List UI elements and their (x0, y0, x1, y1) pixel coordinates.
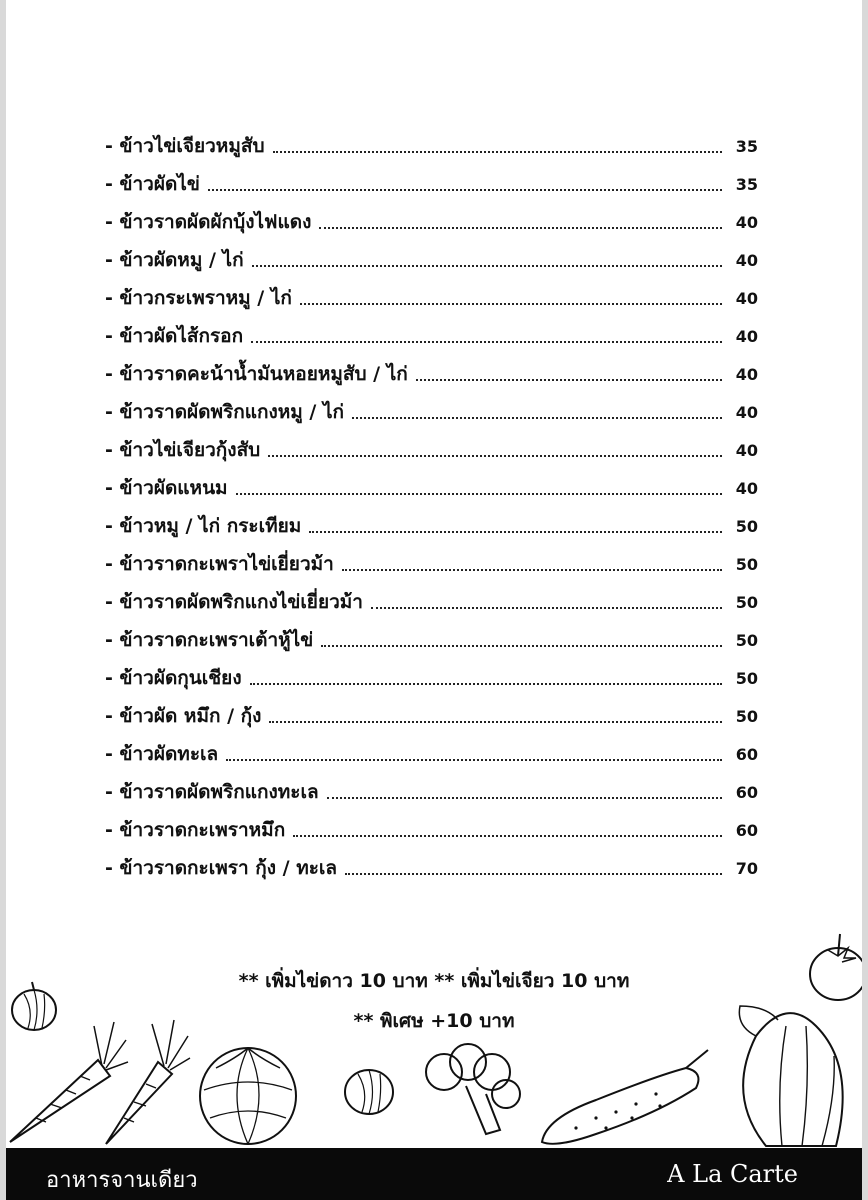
menu-item-name: - ข้าวผัด หมึก / กุ้ง (105, 705, 262, 727)
menu-item-price: 50 (735, 668, 758, 688)
dot-leader (293, 835, 722, 837)
menu-row (105, 621, 758, 659)
dot-leader (300, 303, 722, 305)
menu-item-name: - ข้าวราดกะเพรา กุ้ง / ทะเล (105, 857, 338, 879)
menu-item-name: - ข้าวราดผัดพริกแกงทะเล (105, 781, 319, 803)
menu-item-name: - ข้าวกระเพราหมู / ไก่ (105, 287, 292, 309)
menu-row (105, 469, 758, 507)
menu-item-name: - ข้าวผัดทะเล (105, 743, 219, 765)
menu-item-name: - ข้าวผัดไข่ (105, 173, 200, 195)
menu-item-price: 40 (735, 440, 758, 460)
menu-item-name: - ข้าวไข่เจียวกุ้งสับ (105, 439, 261, 461)
menu-item-price: 50 (735, 630, 758, 650)
menu-list (105, 127, 758, 887)
broccoli-icon (416, 1042, 524, 1138)
onion-icon (340, 1062, 398, 1118)
menu-row (105, 545, 758, 583)
dot-leader (345, 873, 722, 875)
menu-row (105, 127, 758, 165)
dot-leader (252, 265, 722, 267)
menu-row (105, 697, 758, 735)
carrot-icon (100, 1018, 192, 1148)
menu-row (105, 735, 758, 773)
dot-leader (269, 721, 722, 723)
extra-egg-note: ** เพิ่มไข่ดาว 10 บาท ** เพิ่มไข่เจียว 10 บาท (238, 970, 630, 992)
menu-row (105, 811, 758, 849)
menu-item-price: 60 (735, 744, 758, 764)
dot-leader (250, 683, 722, 685)
menu-item-price: 40 (735, 288, 758, 308)
menu-item-price: 40 (735, 402, 758, 422)
menu-item-name: - ข้าวราดผัดผักบุ้งไฟแดง (105, 211, 312, 233)
dot-leader (268, 455, 722, 457)
cabbage-icon (196, 1034, 300, 1148)
menu-item-price: 40 (735, 478, 758, 498)
menu-row (105, 279, 758, 317)
menu-item-price: 40 (735, 250, 758, 270)
menu-item-name: - ข้าวไข่เจียวหมูสับ (105, 135, 265, 157)
menu-item-name: - ข้าวผัดไส้กรอก (105, 325, 244, 347)
dot-leader (352, 417, 722, 419)
special-note: ** พิเศษ +10 บาท (353, 1010, 515, 1032)
menu-item-price: 40 (735, 212, 758, 232)
menu-row (105, 773, 758, 811)
menu-row (105, 203, 758, 241)
menu-row (105, 507, 758, 545)
menu-item-price: 60 (735, 782, 758, 802)
dot-leader (251, 341, 722, 343)
footer-category-title: อาหารจานเดียว (46, 1168, 198, 1193)
menu-item-price: 35 (735, 174, 758, 194)
dot-leader (342, 569, 722, 571)
menu-item-name: - ข้าวราดกะเพราเต้าหู้ไข่ (105, 629, 314, 651)
footer-menu-type: A La Carte (667, 1160, 798, 1188)
menu-row (105, 393, 758, 431)
menu-item-price: 35 (735, 136, 758, 156)
menu-row (105, 165, 758, 203)
menu-item-name: - ข้าวราดกะเพราหมึก (105, 819, 286, 841)
footer-bar (6, 1148, 862, 1200)
dot-leader (309, 531, 722, 533)
menu-item-name: - ข้าวราดผัดพริกแกงไข่เยี่ยวม้า (105, 591, 363, 613)
menu-item-price: 50 (735, 516, 758, 536)
dot-leader (236, 493, 722, 495)
menu-item-price: 50 (735, 554, 758, 574)
menu-item-price: 50 (735, 706, 758, 726)
dot-leader (273, 151, 722, 153)
menu-item-name: - ข้าวราดผัดพริกแกงหมู / ไก่ (105, 401, 345, 423)
menu-item-price: 60 (735, 820, 758, 840)
cucumber-icon (536, 1048, 712, 1148)
menu-item-name: - ข้าวราดคะน้าน้ำมันหอยหมูสับ / ไก่ (105, 363, 408, 385)
dot-leader (319, 227, 722, 229)
dot-leader (321, 645, 722, 647)
menu-item-price: 70 (735, 858, 758, 878)
menu-row (105, 317, 758, 355)
menu-item-name: - ข้าวหมู / ไก่ กระเทียม (105, 515, 302, 537)
menu-item-price: 40 (735, 364, 758, 384)
menu-item-price: 40 (735, 326, 758, 346)
menu-row (105, 659, 758, 697)
bok-choy-icon (726, 996, 862, 1148)
menu-row (105, 355, 758, 393)
menu-item-name: - ข้าวผัดแหนม (105, 477, 228, 499)
dot-leader (371, 607, 722, 609)
dot-leader (327, 797, 722, 799)
menu-row (105, 431, 758, 469)
dot-leader (416, 379, 722, 381)
dot-leader (226, 759, 722, 761)
dot-leader (208, 189, 722, 191)
menu-row (105, 583, 758, 621)
tomato-icon (804, 930, 862, 1004)
menu-item-name: - ข้าวผัดหมู / ไก่ (105, 249, 244, 271)
menu-item-name: - ข้าวราดกะเพราไข่เยี่ยวม้า (105, 553, 334, 575)
menu-row (105, 241, 758, 279)
menu-item-name: - ข้าวผัดกุนเชียง (105, 667, 242, 689)
menu-item-price: 50 (735, 592, 758, 612)
menu-row (105, 849, 758, 887)
